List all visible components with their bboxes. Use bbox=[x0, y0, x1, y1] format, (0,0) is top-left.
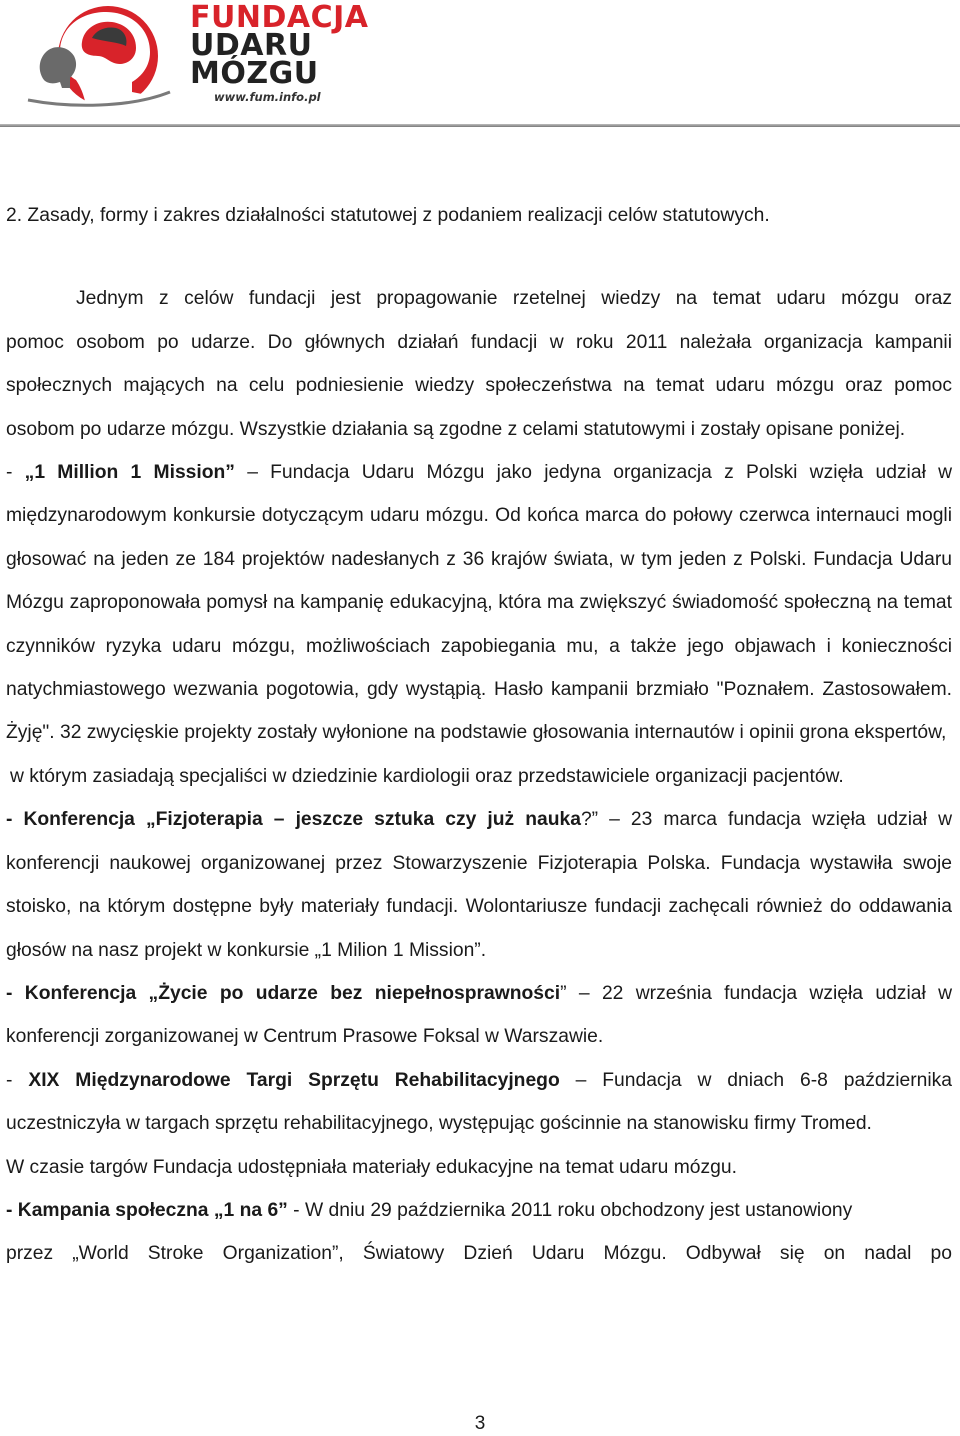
item-kampania bbox=[6, 1189, 952, 1232]
item-body: – Fundacja w dniach 6-8 października uczestniczyła w targach sprzętu rehabilitacyjnego, występując gościnnie na stanowisku firmy Tromed. bbox=[6, 1069, 953, 1135]
item-kampania-continuation: przez „World Stroke Organization”, Światowy Dzień Udaru Mózgu. Odbywał się on nadal po bbox=[6, 1243, 952, 1265]
item-prefix: - bbox=[6, 462, 25, 484]
logo-wordmark bbox=[190, 0, 369, 104]
logo-line-3: MÓZGU bbox=[190, 56, 319, 91]
item-body: – Fundacja Udaru Mózgu jako jedyna organizacja z Polski wzięła udział w międzynarodowym konkursie dotyczącym udaru mózgu. Od końca marca do połowy czerwca internauci mogli głosować na jeden ze 184 projektów nadesłanych z 36 krajów świata, w tym jeden z Polski. Fundacja Udaru Mózgu zaproponowała pomysł na kampanię edukacyjną, która ma zwiększyć świadomość społeczną na temat czynników ryzyka udaru mózgu, możliwościach zapobiegania mu, a także jego objawach i konieczności natychmiastowego wezwania pogotowia, gdy wystąpią. Hasło kampanii brzmiało "Poznałem. Zastosowałem. Żyję". 32 zwycięskie projekty zostały wyłonione na podstawie głosowania internautów i opinii grona ekspertów, bbox=[6, 462, 953, 744]
item-fizjoterapia bbox=[6, 798, 952, 972]
item-million-mission bbox=[6, 451, 952, 755]
item-body: - W dniu 29 października 2011 roku obchodzony jest ustanowiony bbox=[287, 1199, 853, 1221]
intro-first-line: Jednym z celów fundacji jest propagowanie rzetelnej wiedzy na temat udaru mózgu oraz bbox=[76, 288, 952, 310]
page-header bbox=[0, 0, 960, 130]
item-targi-followup: W czasie targów Fundacja udostępniała materiały edukacyjne na temat udaru mózgu. bbox=[6, 1156, 737, 1178]
head-profile-logo-icon bbox=[20, 2, 190, 114]
document-body bbox=[6, 194, 952, 1276]
header-divider bbox=[0, 124, 960, 127]
item-body: ” – 22 września fundacja wzięła udział w konferencji zorganizowanej w Centrum Prasowe Foksal w Warszawie. bbox=[6, 982, 953, 1048]
item-title: „1 Million 1 Mission” bbox=[24, 462, 235, 484]
logo-line-2: UDARU bbox=[190, 28, 313, 63]
item-million-mission-last-line: w którym zasiadają specjaliści w dziedzinie kardiologii oraz przedstawiciele organizacji pacjentów. bbox=[10, 765, 844, 787]
item-prefix: - bbox=[6, 1069, 29, 1091]
item-title: XIX Międzynarodowe Targi Sprzętu Rehabilitacyjnego bbox=[28, 1069, 560, 1091]
item-title: - Konferencja „Życie po udarze bez niepełnosprawności bbox=[6, 982, 561, 1004]
item-targi bbox=[6, 1059, 952, 1146]
logo-url: www.fum.info.pl bbox=[214, 90, 321, 104]
item-zycie-po-udarze bbox=[6, 972, 952, 1059]
intro-paragraph: pomoc osobom po udarze. Do głównych działań fundacji w roku 2011 należała organizacja kampanii społecznych mających na celu podniesienie wiedzy społeczeństwa na temat udaru mózgu oraz pomoc osobom po udarze mózgu. Wszystkie działania są zgodne z celami statutowymi i zostały opisane poniżej. bbox=[6, 331, 952, 440]
foundation-logo bbox=[20, 2, 370, 114]
item-title: - Kampania społeczna „1 na 6” bbox=[6, 1199, 288, 1221]
item-title: - Konferencja „Fizjoterapia – jeszcze sztuka czy już nauka bbox=[6, 809, 581, 831]
section-heading: 2. Zasady, formy i zakres działalności statutowej z podaniem realizacji celów statutowych. bbox=[6, 205, 770, 226]
page-number: 3 bbox=[474, 1413, 486, 1434]
logo-line-1: FUNDACJA bbox=[190, 0, 369, 35]
item-body: ?” – 23 marca fundacja wzięła udział w konferencji naukowej organizowanej przez Stowarzyszenie Fizjoterapia Polska. Fundacja wystawiła swoje stoisko, na którym dostępne były materiały fundacji. Wolontariusze fundacji zachęcali również do oddawania głosów na nasz projekt w konkursie „1 Milion 1 Mission”. bbox=[6, 809, 952, 961]
